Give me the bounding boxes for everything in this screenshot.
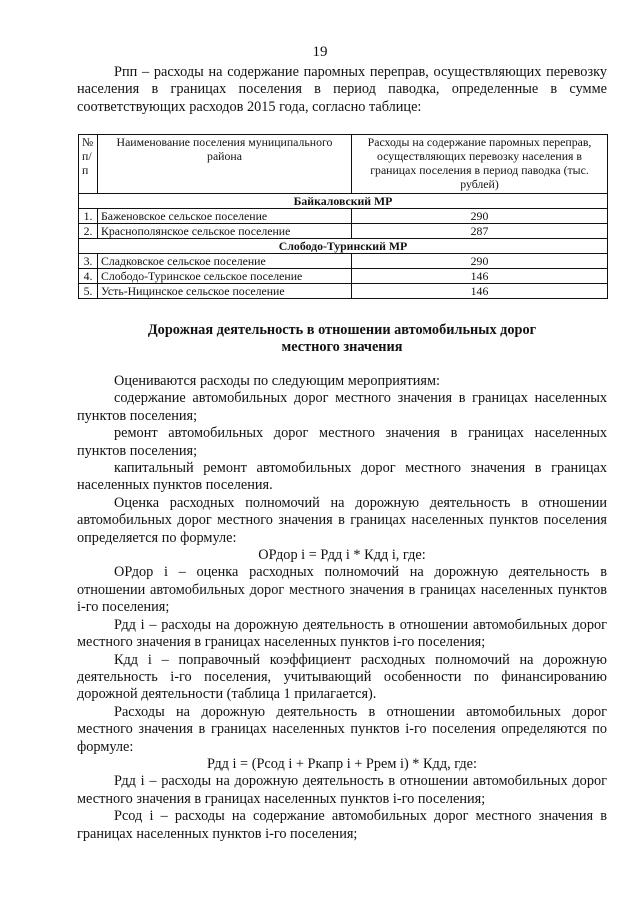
row-value: 146 — [352, 269, 608, 284]
row-value: 287 — [352, 224, 608, 239]
formula: ОРдор i = Рдд i * Кдд i, где: — [258, 547, 426, 564]
group-title: Байкаловский МР — [79, 194, 608, 209]
section-heading-line2: местного значения — [281, 339, 403, 356]
row-name: Сладковское сельское поселение — [98, 254, 352, 269]
section-heading-line1: Дорожная деятельность в отношении автомобильных дорог — [147, 322, 537, 338]
group-row — [79, 239, 608, 254]
row-name: Баженовское сельское поселение — [98, 209, 352, 224]
row-num: 3. — [79, 254, 98, 269]
section-heading — [77, 322, 607, 357]
table-row — [79, 209, 608, 224]
page-number: 19 — [312, 44, 328, 60]
row-num: 2. — [79, 224, 98, 239]
table-row — [79, 254, 608, 269]
table-header-row — [79, 135, 608, 194]
intro-text: Рпп – расходы на содержание паромных переправ, осуществляющих перевозку населения в границах поселения в период паводка, определенные в сумме соответствующих расходов 2015 года, согласно таблице: — [77, 64, 607, 115]
paragraph: Рсод i – расходы на содержание автомобильных дорог местного значения в границах населенных пунктов i-го поселения; — [77, 808, 607, 842]
row-name: Усть-Ницинское сельское поселение — [98, 284, 352, 299]
row-value: 146 — [352, 284, 608, 299]
row-num: 5. — [79, 284, 98, 299]
paragraph: содержание автомобильных дорог местного значения в границах населенных пунктов поселения; — [77, 390, 607, 424]
table-row — [79, 284, 608, 299]
table-row — [79, 224, 608, 239]
paragraph: ремонт автомобильных дорог местного значения в границах населенных пунктов поселения; — [77, 425, 607, 459]
row-name: Краснополянское сельское поселение — [98, 224, 352, 239]
paragraph: Рдд i – расходы на дорожную деятельность в отношении автомобильных дорог местного значения в границах населенных пунктов i-го поселения; — [77, 616, 607, 651]
header-name: Наименование поселения муниципального района — [98, 135, 352, 194]
group-title: Слободо-Туринский МР — [79, 239, 608, 254]
header-expense: Расходы на содержание паромных переправ, осуществляющих перевозку населения в границах поселения в период паводка (тыс. рублей) — [352, 135, 608, 194]
ferry-expenses-table — [78, 134, 608, 299]
row-num: 4. — [79, 269, 98, 284]
paragraph: капитальный ремонт автомобильных дорог местного значения в границах населенных пунктов поселения. — [77, 460, 607, 494]
paragraph: Рдд i – расходы на дорожную деятельность в отношении автомобильных дорог местного значения в границах населенных пунктов i-го поселения; — [77, 773, 607, 807]
paragraph: Кдд i – поправочный коэффициент расходных полномочий на дорожную деятельность i-го поселения, учитывающий особенности по финансированию дорожной деятельности (таблица 1 прилагается). — [77, 651, 607, 703]
table-row — [79, 269, 608, 284]
body-text — [77, 373, 607, 843]
paragraph: Расходы на дорожную деятельность в отношении автомобильных дорог местного значения в границах населенных пунктов i-го поселения определяются по формуле: — [77, 703, 607, 755]
header-num: № п/п — [79, 135, 98, 194]
paragraph: Оцениваются расходы по следующим мероприятиям: — [114, 373, 440, 389]
row-value: 290 — [352, 254, 608, 269]
paragraph: Оценка расходных полномочий на дорожную деятельность в отношении автомобильных дорог местного значения в границах населенных пунктов поселения определяется по формуле: — [77, 494, 607, 546]
intro-paragraph — [77, 64, 607, 116]
paragraph: ОРдор i – оценка расходных полномочий на дорожную деятельность в отношении автомобильных дорог местного значения в границах населенных пунктов i-го поселения; — [77, 564, 607, 616]
group-row — [79, 194, 608, 209]
row-value: 290 — [352, 209, 608, 224]
row-num: 1. — [79, 209, 98, 224]
formula: Рдд i = (Рсод i + Ркапр i + Ррем i) * Кдд, где: — [206, 755, 477, 772]
row-name: Слободо-Туринское сельское поселение — [98, 269, 352, 284]
